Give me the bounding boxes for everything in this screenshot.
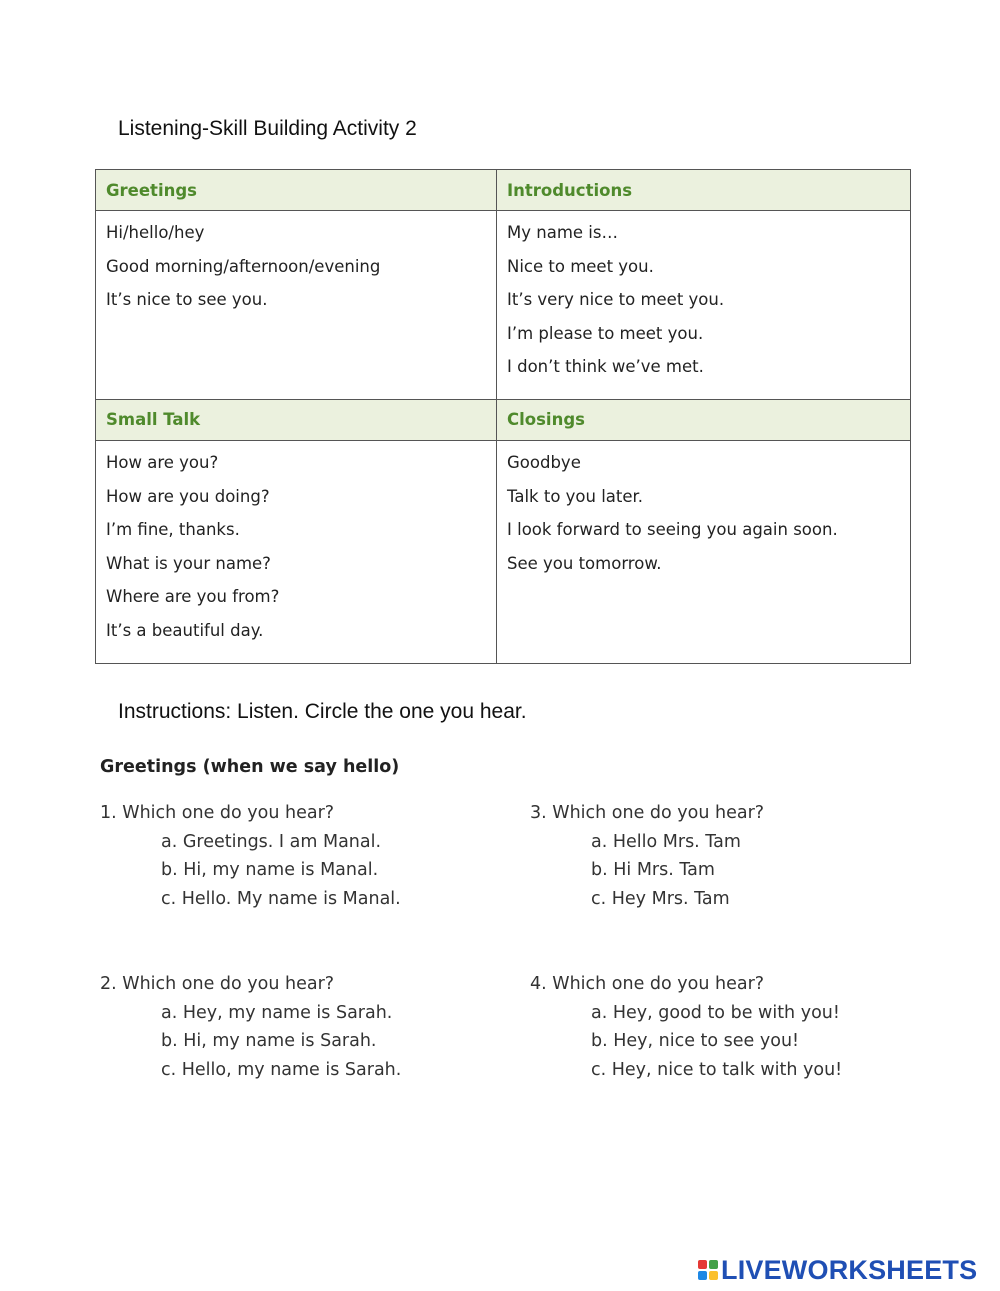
logo-square-yellow bbox=[709, 1271, 718, 1280]
small-talk-cell bbox=[96, 440, 497, 663]
phrase: It’s very nice to meet you. bbox=[507, 290, 725, 310]
answer-option[interactable]: a. Hey, good to be with you! bbox=[591, 1002, 840, 1023]
phrase: My name is… bbox=[507, 223, 618, 242]
phrase: I don’t think we’ve met. bbox=[507, 357, 704, 377]
instructions: Instructions: Listen. Circle the one you hear. bbox=[118, 700, 527, 723]
answer-option[interactable]: a. Hey, my name is Sarah. bbox=[161, 1002, 393, 1023]
answer-option[interactable]: a. Greetings. I am Manal. bbox=[161, 831, 382, 852]
closings-cell bbox=[497, 440, 911, 663]
answer-option[interactable]: a. Hello Mrs. Tam bbox=[591, 831, 741, 852]
phrase: Talk to you later. bbox=[507, 486, 644, 506]
phrase: Goodbye bbox=[507, 452, 581, 472]
phrase: Where are you from? bbox=[106, 587, 280, 607]
answer-option[interactable]: c. Hello, my name is Sarah. bbox=[161, 1059, 402, 1080]
question-prompt: 4. Which one do you hear? bbox=[530, 974, 765, 994]
logo-square-red bbox=[698, 1260, 707, 1269]
phrase: Good morning/afternoon/evening bbox=[106, 256, 381, 276]
question-2 bbox=[100, 971, 401, 1085]
phrase: How are you? bbox=[106, 452, 219, 472]
phrase-table bbox=[95, 169, 911, 664]
liveworksheets-wordmark: LIVEWORKSHEETS bbox=[721, 1255, 978, 1285]
question-prompt: 3. Which one do you hear? bbox=[530, 803, 765, 823]
question-prompt: 1. Which one do you hear? bbox=[100, 803, 335, 823]
greetings-cell bbox=[96, 211, 497, 400]
page-title: Listening-Skill Building Activity 2 bbox=[118, 117, 417, 140]
introductions-cell bbox=[497, 211, 911, 400]
answer-option[interactable]: b. Hi, my name is Manal. bbox=[161, 860, 379, 880]
small-talk-header: Small Talk bbox=[96, 399, 497, 440]
phrase: I’m please to meet you. bbox=[507, 323, 704, 343]
phrase: It’s nice to see you. bbox=[106, 290, 268, 310]
question-1 bbox=[100, 800, 401, 914]
question-prompt: 2. Which one do you hear? bbox=[100, 974, 335, 994]
logo-square-green bbox=[709, 1260, 718, 1269]
section-heading: Greetings (when we say hello) bbox=[100, 757, 400, 777]
answer-option[interactable]: c. Hello. My name is Manal. bbox=[161, 888, 401, 909]
answer-option[interactable]: b. Hi Mrs. Tam bbox=[591, 860, 715, 880]
answer-option[interactable]: b. Hey, nice to see you! bbox=[591, 1031, 800, 1051]
phrase: What is your name? bbox=[106, 553, 271, 573]
phrase: How are you doing? bbox=[106, 486, 270, 506]
answer-option[interactable]: b. Hi, my name is Sarah. bbox=[161, 1031, 377, 1051]
phrase: Hi/hello/hey bbox=[106, 223, 205, 242]
phrase: I’m fine, thanks. bbox=[106, 520, 240, 540]
answer-option[interactable]: c. Hey Mrs. Tam bbox=[591, 888, 730, 909]
phrase: I look forward to seeing you again soon. bbox=[507, 520, 838, 540]
introductions-header: Introductions bbox=[497, 170, 911, 211]
logo-square-blue bbox=[698, 1271, 707, 1280]
answer-option[interactable]: c. Hey, nice to talk with you! bbox=[591, 1059, 843, 1080]
greetings-header: Greetings bbox=[96, 170, 497, 211]
table-header-row bbox=[96, 170, 911, 211]
liveworksheets-logo[interactable] bbox=[698, 1255, 977, 1285]
phrase: See you tomorrow. bbox=[507, 553, 662, 573]
table-header-row bbox=[96, 399, 911, 440]
table-row bbox=[96, 440, 911, 663]
phrase: It’s a beautiful day. bbox=[106, 620, 264, 640]
question-3 bbox=[530, 800, 764, 914]
liveworksheets-logo-icon bbox=[698, 1260, 718, 1280]
table-row bbox=[96, 211, 911, 400]
phrase: Nice to meet you. bbox=[507, 256, 654, 276]
question-4 bbox=[530, 971, 842, 1085]
closings-header: Closings bbox=[497, 399, 911, 440]
